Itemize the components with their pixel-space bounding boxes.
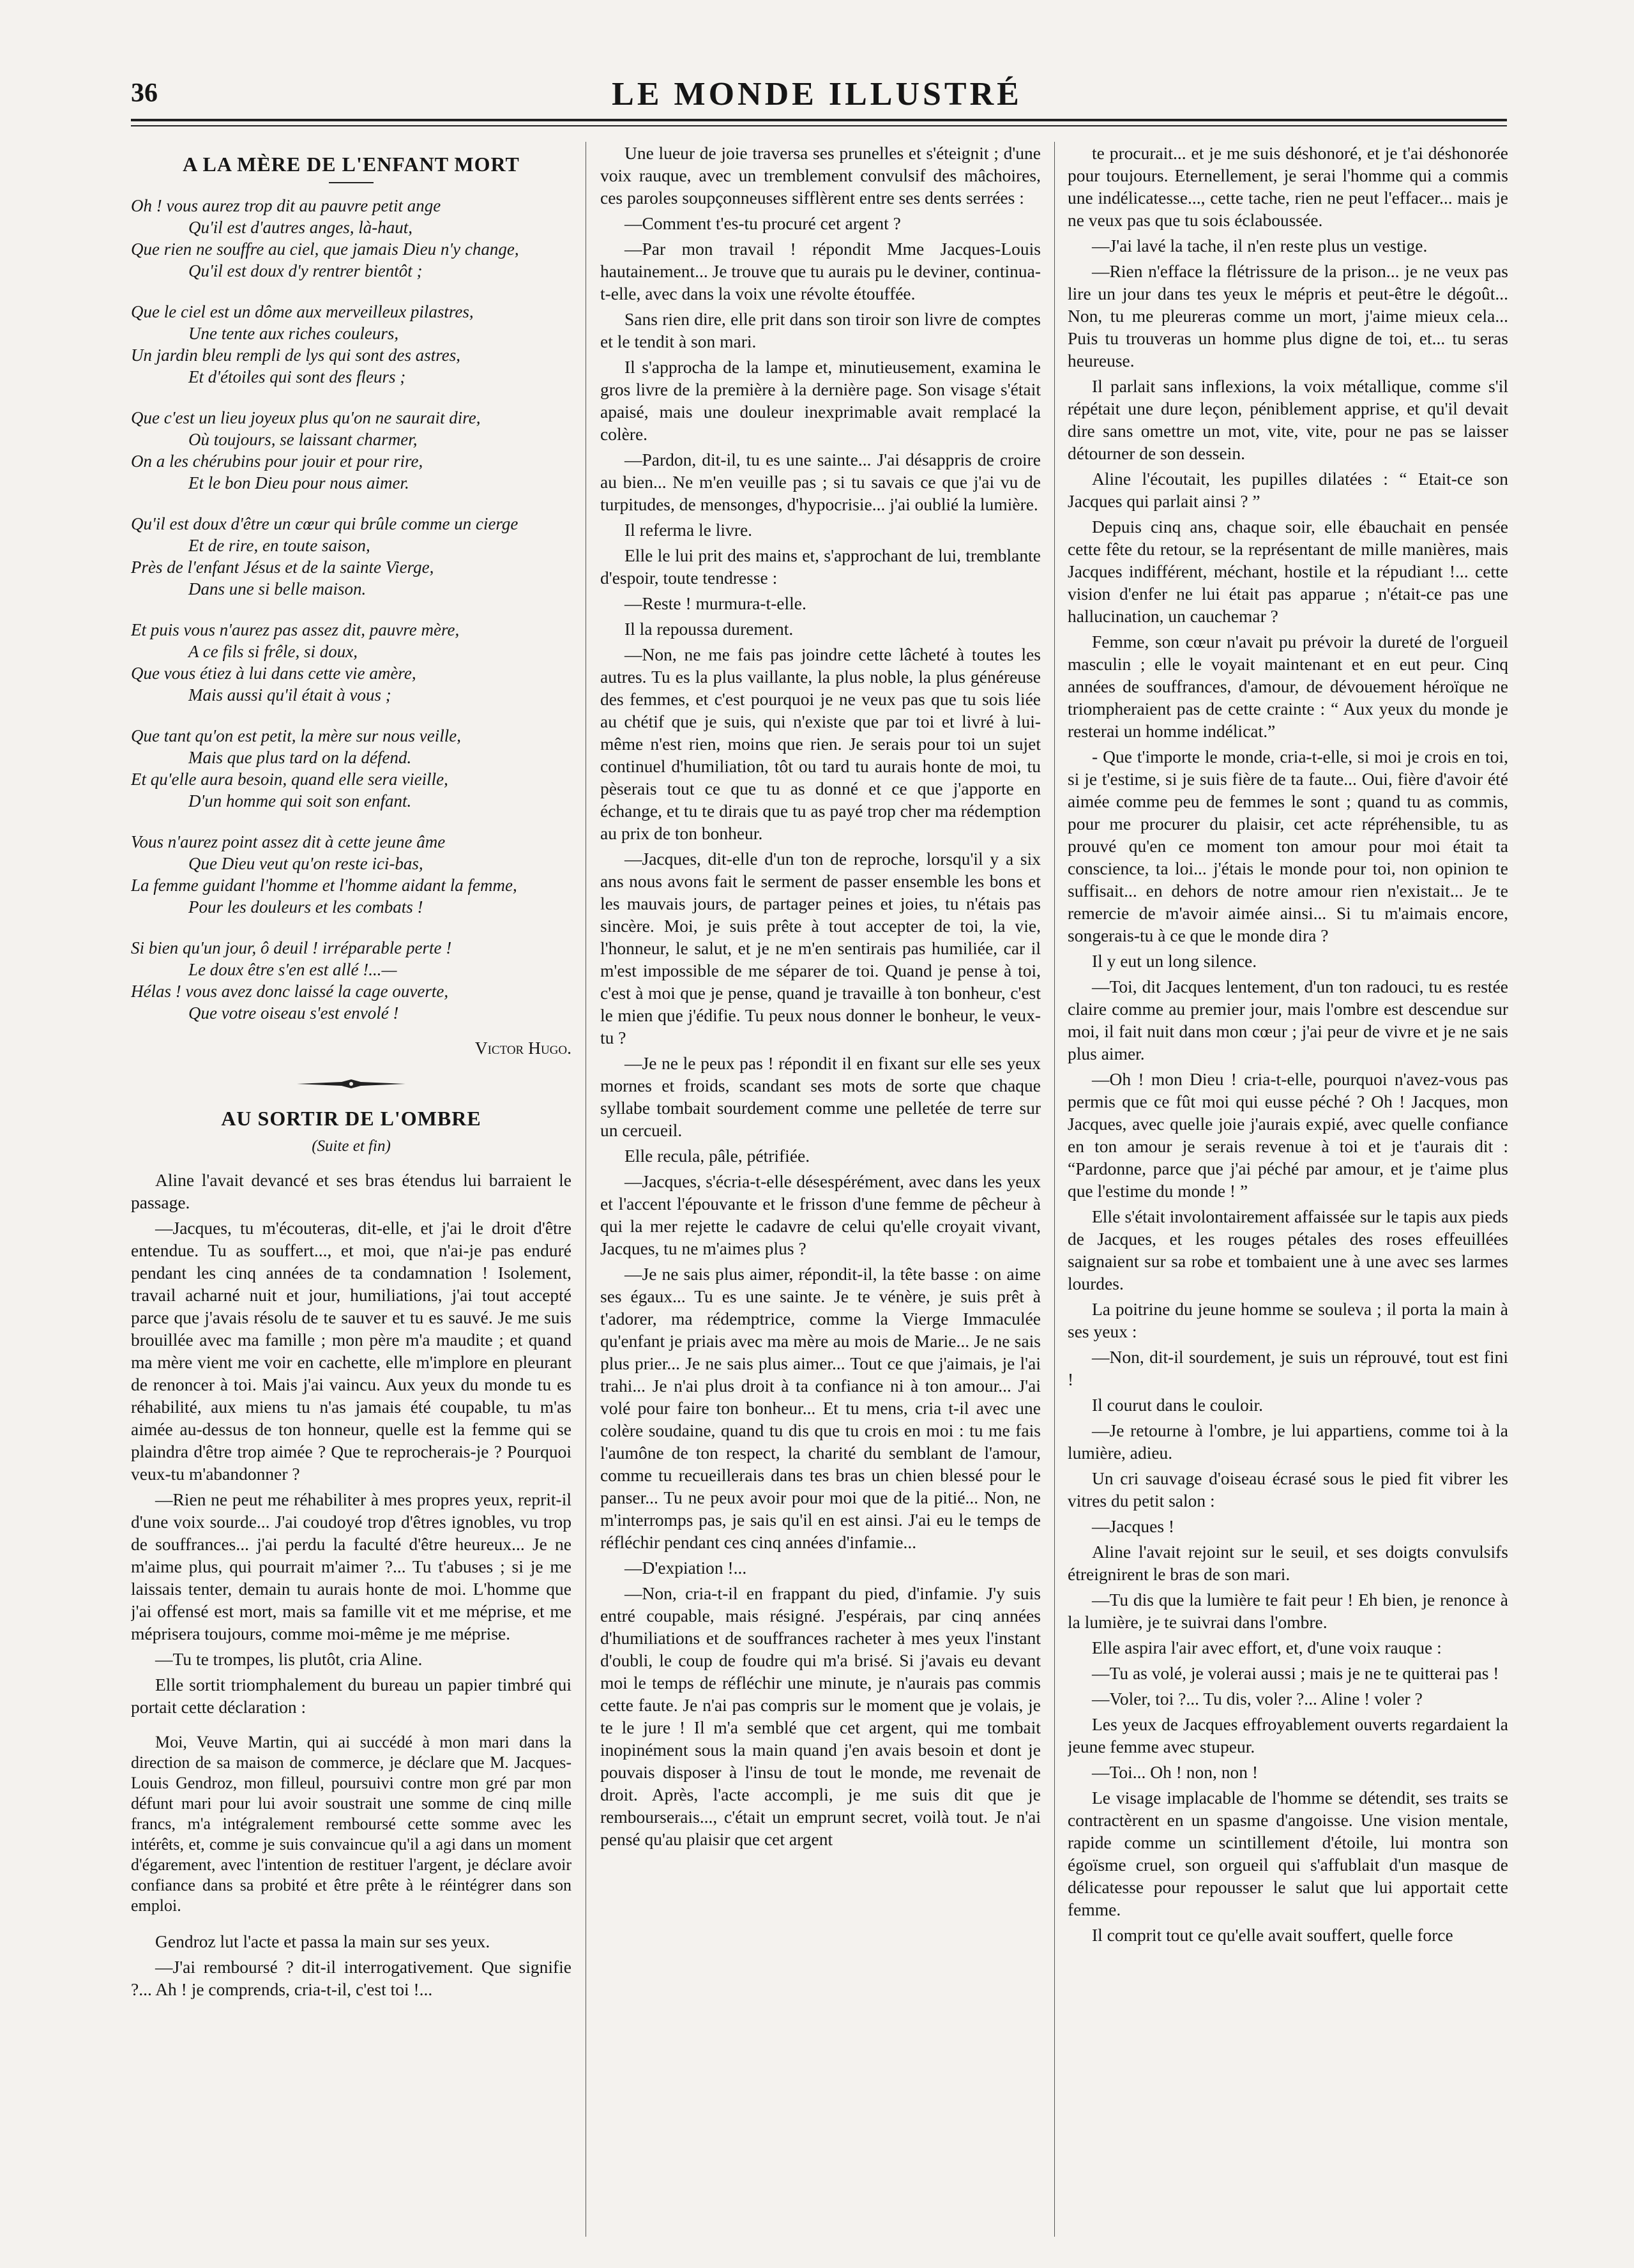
- paragraph: —Je ne sais plus aimer, répondit-il, la tête basse : on aime ses égaux... Tu es une sainte. Je te vénère, je suis prêt à t'adorer, ma rédemptrice, comme la Vierge Immaculée qu'enfant je priais avec ma mère au mois de Marie... Je ne sais plus prier... Je ne sais plus aimer... Tout ce que j'aimais, je l'ai trahi... Je n'ai plus droit à ta confiance ni à ton amour... J'ai volé pour faire ton bonheur... Et tu mens, cria t-il avec une colère soudaine, quand tu dis que tu crois en moi : tu me fais l'aumône de ton respect, la charité du semblant de l'amour, comme tu recueillerais dans tes bras un chien blessé pour le panser... Tu ne peux avoir pour moi que de la pitié... Non, ne m'interromps pas, je sais qu'il en est ainsi. J'ai eu le temps de réfléchir pendant ces cinq années d'infamie...: [600, 1264, 1041, 1552]
- story-text: [131, 1169, 571, 1718]
- poem-line: Et de rire, en toute saison,: [188, 536, 370, 555]
- title-rule: [329, 182, 374, 183]
- poem-line: Que votre oiseau s'est envolé !: [188, 1003, 399, 1023]
- poem-stanza: [131, 937, 571, 1024]
- declaration: Moi, Veuve Martin, qui ai succédé à mon mari dans la direction de sa maison de commerce, je déclare que M. Jacques-Louis Gendroz, mon filleul, poursuivi contre mon gré par mon défunt mari pour lui avoir soustrait une somme de cinq mille francs, m'a intégralement remboursé cette somme avec les intérêts, et, comme je suis convaincue qu'il a agi dans un moment d'égarement, avec l'intention de restituer l'argent, je déclare avoir confiance dans sa probité et être prête à le réintégrer dans son emploi.: [131, 1733, 571, 1915]
- poem-line: Si bien qu'un jour, ô deuil ! irréparable perte !: [131, 938, 452, 957]
- header-rule: [131, 119, 1507, 121]
- story-title: AU SORTIR DE L'OMBRE: [221, 1107, 481, 1130]
- column-divider: [1054, 142, 1055, 2237]
- paragraph: Une lueur de joie traversa ses prunelles et s'éteignit ; d'une voix rauque, avec un tremblement convulsif des mâchoires, ces paroles soupçonneuses sifflèrent entre ses dents serrées :: [600, 143, 1041, 208]
- paragraph: —Je ne le peux pas ! répondit il en fixant sur elle ses yeux mornes et froids, scandant ses mots de sorte que chaque syllabe tombait sourdement comme une pelletée de terre sur un cercueil.: [600, 1053, 1041, 1140]
- column-2: [600, 142, 1041, 2249]
- poem-line: Vous n'aurez point assez dit à cette jeune âme: [131, 832, 446, 851]
- paragraph: Sans rien dire, elle prit dans son tiroir son livre de comptes et le tendit à son mari.: [600, 309, 1041, 351]
- poem-line: Qu'il est doux d'être un cœur qui brûle comme un cierge: [131, 514, 518, 533]
- masthead: LE MONDE ILLUSTRÉ: [612, 76, 1022, 112]
- poem-stanza: [131, 513, 571, 600]
- paragraph: La poitrine du jeune homme se souleva ; il porta la main à ses yeux :: [1068, 1299, 1508, 1341]
- paragraph: —Je retourne à l'ombre, je lui appartiens, comme toi à la lumière, adieu.: [1068, 1420, 1508, 1463]
- paragraph: —Toi, dit Jacques lentement, d'un ton radouci, tu es restée claire comme au premier jour, mais l'ombre est descendue sur moi, il fait nuit dans mon cœur ; j'ai peur de vivre et je ne sais plus aimer.: [1068, 977, 1508, 1063]
- poem: [131, 195, 571, 1024]
- paragraph: Elle sortit triomphalement du bureau un papier timbré qui portait cette déclaration :: [131, 1675, 571, 1717]
- poem-line: Qu'il est doux d'y rentrer bientôt ;: [188, 261, 423, 280]
- paragraph: —Tu te trompes, lis plutôt, cria Aline.: [155, 1649, 423, 1669]
- poem-line: Que c'est un lieu joyeux plus qu'on ne saurait dire,: [131, 408, 481, 427]
- poem-line: Que le ciel est un dôme aux merveilleux pilastres,: [131, 302, 474, 321]
- paragraph: —Comment t'es-tu procuré cet argent ?: [624, 213, 901, 233]
- paragraph: Aline l'avait devancé et ses bras étendus lui barraient le passage.: [131, 1170, 571, 1212]
- paragraph: —Non, dit-il sourdement, je suis un réprouvé, tout est fini !: [1068, 1347, 1508, 1389]
- paragraph: Il referma le livre.: [624, 520, 753, 540]
- paragraph: —Jacques, dit-elle d'un ton de reproche, lorsqu'il y a six ans nous avons fait le serment de passer ensemble les bons et les mauvais jours, de partager peines et joies, tu n'étais pas sincère. Moi, je suis prête à tout accepter de toi, la vie, l'honneur, le salut, et je ne m'en sentirais pas humiliée, car il m'est impossible de me séparer de toi. Quand je pense à toi, c'est à moi que je pense, quand je travaille à ton bonheur, c'est le mien que j'édifie. Tu peux nous donner le bonheur, le veux-tu ?: [600, 849, 1041, 1047]
- paragraph: Gendroz lut l'acte et passa la main sur ses yeux.: [155, 1931, 490, 1951]
- poem-stanza: [131, 725, 571, 812]
- paragraph: —Voler, toi ?... Tu dis, voler ?... Aline ! voler ?: [1092, 1689, 1423, 1709]
- paragraph: —Jacques !: [1092, 1516, 1175, 1536]
- poem-title: A LA MÈRE DE L'ENFANT MORT: [183, 153, 520, 176]
- column-1: [131, 142, 571, 2249]
- paragraph: Elle le lui prit des mains et, s'approchant de lui, tremblante d'espoir, toute tendresse :: [600, 545, 1041, 588]
- poem-line: D'un homme qui soit son enfant.: [188, 791, 412, 811]
- paragraph: Les yeux de Jacques effroyablement ouverts regardaient la jeune femme avec stupeur.: [1068, 1714, 1508, 1756]
- paragraph: Elle recula, pâle, pétrifiée.: [624, 1146, 810, 1166]
- poem-line: Dans une si belle maison.: [188, 579, 367, 598]
- paragraph: —Toi... Oh ! non, non !: [1092, 1762, 1259, 1782]
- paragraph: Elle aspira l'air avec effort, et, d'une voix rauque :: [1092, 1638, 1442, 1657]
- poem-line: Et d'étoiles qui sont des fleurs ;: [188, 367, 406, 386]
- page-number: 36: [131, 79, 158, 108]
- poem-line: La femme guidant l'homme et l'homme aidant la femme,: [131, 876, 517, 895]
- poem-line: Hélas ! vous avez donc laissé la cage ouverte,: [131, 982, 449, 1001]
- poem-line: Mais que plus tard on la défend.: [188, 748, 412, 767]
- paragraph: —D'expiation !...: [624, 1558, 747, 1578]
- poem-line: Qu'il est d'autres anges, là-haut,: [188, 218, 413, 237]
- poem-line: Que vous étiez à lui dans cette vie amère,: [131, 664, 416, 683]
- poem-line: Et puis vous n'aurez pas assez dit, pauvre mère,: [131, 620, 460, 639]
- poem-line: Une tente aux riches couleurs,: [188, 324, 399, 343]
- paragraph: Aline l'écoutait, les pupilles dilatées : “ Etait-ce son Jacques qui parlait ainsi ? ”: [1068, 469, 1508, 511]
- poem-stanza: [131, 619, 571, 706]
- poem-line: On a les chérubins pour jouir et pour rire,: [131, 452, 423, 471]
- paragraph: —J'ai remboursé ? dit-il interrogativement. Que signifie ?... Ah ! je comprends, cria-t-il, c'est toi !...: [131, 1957, 571, 1999]
- paragraph: —Par mon travail ! répondit Mme Jacques-Louis hautainement... Je trouve que tu aurais pu le deviner, continua-t-elle, avec dans la voix une révolte étouffée.: [600, 239, 1041, 303]
- paragraph: —Jacques, s'écria-t-elle désespérément, avec dans les yeux et l'accent l'épouvante et le frisson d'une femme de pêcheur à qui la mer rejette le cadavre de celui qu'elle croyait vivant, Jacques, tu ne m'aimes plus ?: [600, 1171, 1041, 1258]
- poem-line: Et le bon Dieu pour nous aimer.: [188, 473, 409, 492]
- poem-author: Victor Hugo.: [474, 1038, 571, 1058]
- paragraph: Il la repoussa durement.: [624, 619, 794, 639]
- paragraph: Le visage implacable de l'homme se détendit, ses traits se contractèrent en un spasme d'angoisse. Une vision mentale, rapide comme un scintillement d'étoile, lui montra son égoïsme cruel, son orgueil qui s'affublait d'un masque de délicatesse pour repousser le salut que lui apportait cette femme.: [1068, 1788, 1508, 1919]
- poem-line: Mais aussi qu'il était à vous ;: [188, 685, 391, 704]
- paragraph: Un cri sauvage d'oiseau écrasé sous le pied fit vibrer les vitres du petit salon :: [1068, 1468, 1508, 1511]
- poem-stanza: [131, 831, 571, 918]
- paragraph: —Reste ! murmura-t-elle.: [624, 593, 806, 613]
- paragraph: Il courut dans le couloir.: [1092, 1395, 1264, 1415]
- paragraph: Il comprit tout ce qu'elle avait souffert, quelle force: [1092, 1925, 1453, 1945]
- paragraph: —Non, cria-t-il en frappant du pied, d'infamie. J'y suis entré coupable, mais résigné. J'espérais, par cinq années d'humiliations et de souffrances racheter à mes yeux l'instant d'oubli, le coup de foudre qui m'a brisé. Si j'avais eu devant moi le temps de réfléchir une minute, je n'aurais pas commis cette faute. Je n'ai pas compris sur le moment que je volais, je te le jure ! Il m'a semblé que cet argent, qui me tombait inopinément sous la main quand j'en avais besoin et dont je pouvais disposer à l'insu de tout le monde, me revenait de droit. Après, l'acte accompli, je me suis dit que je rembourserais..., c'était un emprunt secret, voilà tout. Je n'ai pensé qu'au plaisir que cet argent: [600, 1583, 1041, 1849]
- poem-line: Que Dieu veut qu'on reste ici-bas,: [188, 854, 423, 873]
- poem-line: Et qu'elle aura besoin, quand elle sera vieille,: [131, 770, 448, 789]
- poem-stanza: [131, 407, 571, 494]
- paragraph: - Que t'importe le monde, cria-t-elle, si moi je crois en toi, si je t'estime, si je suis fière de ta faute... Oui, fière d'avoir été aimée comme peu de femmes le sont ; quand tu as commis, pour me procurer du plaisir, cet acte répréhensible, tu as prouvé qu'en ce moment ton amour pour moi était ta conscience, ta loi... j'étais le monde pour toi, non opinion te suffisait... en dehors de notre amour rien n'existait... Je te remercie de m'avoir aimée ainsi... Si tu m'aimais encore, songerais-tu à ce que le monde dira ?: [1068, 747, 1508, 945]
- paragraph: Il y eut un long silence.: [1092, 951, 1257, 971]
- story-subtitle: (Suite et fin): [312, 1138, 391, 1155]
- poem-line: Un jardin bleu rempli de lys qui sont des astres,: [131, 346, 460, 365]
- poem-stanza: [131, 195, 571, 282]
- poem-line: Pour les douleurs et les combats !: [188, 897, 423, 917]
- paragraph: —Pardon, dit-il, tu es une sainte... J'ai désappris de croire au bien... Ne m'en veuille pas ; si tu savais ce que j'ai vu de turpitudes, de mensonges, d'hypocrisie... j'ai oublié la lumière.: [600, 450, 1041, 514]
- poem-line: A ce fils si frêle, si doux,: [188, 642, 358, 661]
- poem-line: Le doux être s'en est allé !...—: [188, 960, 397, 979]
- paragraph: Elle s'était involontairement affaissée sur le tapis aux pieds de Jacques, et les rouges pétales des roses effeuillées saignaient sur sa robe et tombaient une à une avec ses larmes lourdes.: [1068, 1206, 1508, 1293]
- paragraph: —Jacques, tu m'écouteras, dit-elle, et j'ai le droit d'être entendue. Tu as souffert..., et moi, que n'ai-je pas enduré pendant les cinq années de ta condamnation ! Isolement, travail acharné nuit et jour, humiliations, j'ai tout accepté parce que j'avais résolu de te sauver et tu es sauvé. Je me suis brouillée avec ma famille ; mon père m'a maudite ; et quand ma mère vient me voir en cachette, elle m'implore en pleurant de renoncer à toi. Mais j'ai vaincu. Aux yeux du monde tu es réhabilité, aux miens tu n'as jamais été coupable, tu m'as aimée au-dessus de ton honneur, quelle est la femme qui se plaindra d'être trop aimée ? Que te reprocherais-je ? Pourquoi veux-tu m'abandonner ?: [131, 1218, 571, 1484]
- poem-stanza: [131, 301, 571, 388]
- paragraph: Il parlait sans inflexions, la voix métallique, comme s'il répétait une dure leçon, péniblement apprise, et qu'il devait dire sans omettre un mot, vite, vite, pour ne pas se laisser détourner de son dessein.: [1068, 376, 1508, 463]
- poem-line: Près de l'enfant Jésus et de la sainte Vierge,: [131, 558, 434, 577]
- paragraph: —Tu dis que la lumière te fait peur ! Eh bien, je renonce à la lumière, je te suivrai dans l'ombre.: [1068, 1590, 1508, 1632]
- poem-line: Que rien ne souffre au ciel, que jamais Dieu n'y change,: [131, 240, 519, 259]
- paragraph: —Oh ! mon Dieu ! cria-t-elle, pourquoi n'avez-vous pas permis que ce fût moi qui eusse péché ? Oh ! Jacques, mon Jacques, avec quelle joie j'aurais expié, avec quelle confiance en ton amour je serais revenue à toi et je t'aurais dit : “Pardonne, parce que j'ai péché par amour, et je t'aime plus que l'estime du monde ! ”: [1068, 1069, 1508, 1201]
- paragraph: Il s'approcha de la lampe et, minutieusement, examina le gros livre de la première à la dernière page. Son visage s'était apaisé, mais une douleur inexprimable avait remplacé la colère.: [600, 357, 1041, 444]
- paragraph: te procurait... et je me suis déshonoré, et je t'ai déshonorée pour toujours. Eternellement, je serai l'homme qui a commis une indélicatesse..., cette tache, rien ne peut l'effacer... mais je ne veux pas que tu sois éclaboussée.: [1068, 143, 1508, 230]
- header-rule-thin: [131, 125, 1507, 126]
- column-3: [1068, 142, 1508, 2249]
- paragraph: —J'ai lavé la tache, il n'en reste plus un vestige.: [1092, 236, 1428, 255]
- paragraph: —Rien n'efface la flétrissure de la prison... je ne veux pas lire un jour dans tes yeux le mépris et peut-être le dégoût... Non, tu me pleureras comme un mort, j'aime mieux cela... Puis tu trouveras un homme plus digne de toi, et... tu seras heureuse.: [1068, 261, 1508, 370]
- paragraph: —Tu as volé, je volerai aussi ; mais je ne te quitterai pas !: [1092, 1663, 1499, 1683]
- paragraph: —Rien ne peut me réhabiliter à mes propres yeux, reprit-il d'une voix sourde... J'ai coudoyé trop d'êtres ignobles, vu trop de souffrances... j'ai perdu la faculté d'être heureux... Je ne m'aime plus, qui pourrait m'aimer ?... Tu t'abuses ; si je me laissais tenter, demain tu aurais honte de moi. L'homme que j'ai offensé est mort, mais sa famille vit et me méprise, et me méprisera toujours, comme moi-même je me méprise.: [131, 1489, 571, 1643]
- poem-line: Où toujours, se laissant charmer,: [188, 430, 418, 449]
- story-text: [131, 1930, 571, 2000]
- paragraph: Aline l'avait rejoint sur le seuil, et ses doigts convulsifs étreignirent le bras de son mari.: [1068, 1542, 1508, 1584]
- paragraph: —Non, ne me fais pas joindre cette lâcheté à toutes les autres. Tu es la plus vaillante, la plus noble, la plus généreuse des femmes, et c'est pourquoi je ne veux pas que tu sois liée au chétif que je suis, qui n'existe que par toi et livré à lui-même n'est rien, moins que rien. Je serais pour toi un sujet continuel d'humiliation, tôt ou tard tu aurais honte de moi, tu pèserais tout ce que tu as donné et ce que j'apporte en échange, et tu te dirais que tu as payé trop cher ma rédemption au prix de ton bonheur.: [600, 644, 1041, 843]
- paragraph: Femme, son cœur n'avait pu prévoir la dureté de l'orgueil masculin ; elle le voyait maintenant et en eut peur. Cinq années de souffrances, d'amour, de dévouement héroïque ne triompheraient pas de cette crainte : “ Aux yeux du monde je resterai un homme indélicat.”: [1068, 632, 1508, 741]
- poem-line: Oh ! vous aurez trop dit au pauvre petit ange: [131, 196, 441, 215]
- paragraph: Depuis cinq ans, chaque soir, elle ébauchait en pensée cette fête du retour, se la représentant de mille manières, mais Jacques indifférent, méchant, hostile et la répudiant !... cette vision d'enfer ne lui était pas apparue ; n'était-ce pas une hallucination, un cauchemar ?: [1068, 517, 1508, 626]
- poem-line: Que tant qu'on est petit, la mère sur nous veille,: [131, 726, 461, 745]
- ornament-divider: [297, 1079, 405, 1088]
